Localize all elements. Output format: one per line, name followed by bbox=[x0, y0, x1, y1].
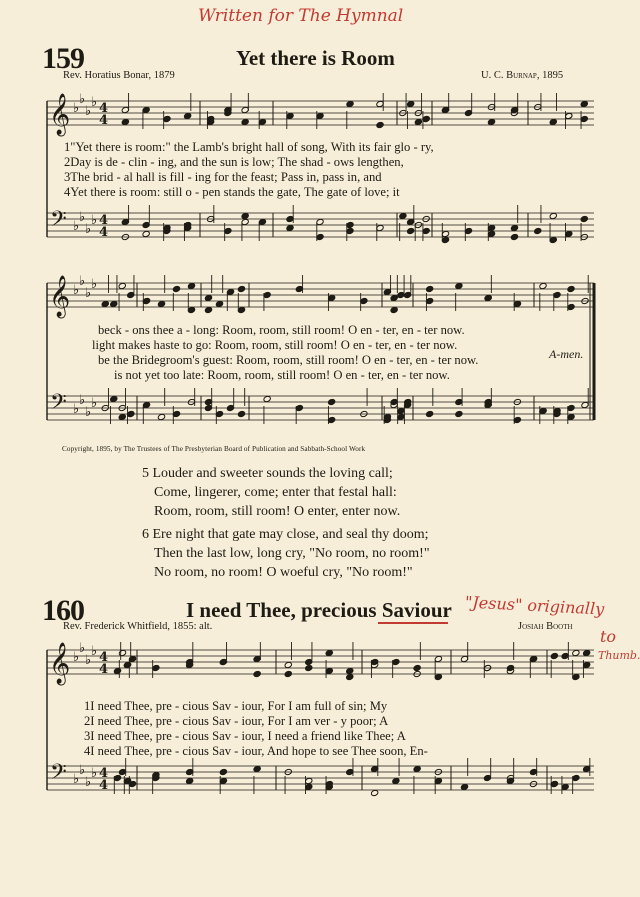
copyright-notice: Copyright, 1895, by The Trustees of The Presbyterian Board of Publication and Sabbath-School Work bbox=[62, 445, 366, 453]
flat-sign: ♭ bbox=[85, 104, 92, 119]
note-head bbox=[392, 777, 400, 784]
note-head bbox=[305, 664, 313, 671]
note-head bbox=[328, 398, 336, 405]
flat-sign: ♭ bbox=[85, 405, 92, 420]
stanza-line: 6 Ere night that gate may close, and seal thy doom; bbox=[142, 527, 429, 542]
hymn-composer-160: Josiah Booth bbox=[518, 621, 573, 632]
note-head bbox=[407, 100, 415, 107]
stanza-line: 5 Louder and sweeter sounds the loving call; bbox=[142, 466, 393, 481]
flat-sign: ♭ bbox=[91, 644, 98, 659]
note-head bbox=[184, 112, 192, 119]
flat-sign: ♭ bbox=[85, 286, 92, 301]
hymn-number-160: 160 bbox=[42, 594, 84, 627]
note-head bbox=[549, 212, 557, 219]
bass-clef: 𝄢 bbox=[50, 760, 67, 790]
note-head bbox=[399, 212, 407, 219]
note-head bbox=[567, 285, 575, 292]
note-head bbox=[407, 227, 415, 234]
verse-line: be the Bridegroom's guest: Room, room, still room! O en - ter, en - ter now. bbox=[98, 353, 479, 367]
stanza-6 bbox=[142, 525, 430, 582]
stanza-line: Then the last low, long cry, "No room, no room!" bbox=[154, 546, 430, 561]
time-signature-digit: 4 bbox=[99, 662, 109, 677]
note-head bbox=[414, 118, 422, 125]
time-signature-digit: 4 bbox=[99, 225, 109, 240]
hymn-composer-159: U. C. Burnap, 1895 bbox=[481, 70, 564, 81]
time-signature-digit: 4 bbox=[99, 650, 109, 665]
note-head bbox=[583, 649, 591, 656]
note-head bbox=[187, 282, 195, 289]
verse-line: 2I need Thee, pre - cious Sav - iour, For I am ver - y poor; A bbox=[84, 714, 389, 728]
bass-clef: 𝄢 bbox=[50, 207, 67, 237]
flat-sign: ♭ bbox=[91, 213, 98, 228]
note-head bbox=[263, 395, 271, 402]
note-head bbox=[284, 661, 292, 668]
flat-sign: ♭ bbox=[73, 101, 80, 116]
hymn-title-160: I need Thee, precious Saviour bbox=[186, 598, 452, 622]
note-head bbox=[118, 413, 126, 420]
verse-line: 4I need Thee, pre - cious Sav - iour, And hope to see Thee soon, En- bbox=[84, 744, 428, 758]
stanza-5 bbox=[142, 464, 400, 521]
verse-line: 3The brid - al hall is fill - ing for the feast; Pass in, pass in, and bbox=[64, 170, 382, 184]
verse-line: 1I need Thee, pre - cious Sav - iour, For I am full of sin; My bbox=[84, 699, 388, 713]
flat-sign: ♭ bbox=[79, 393, 86, 408]
note-head bbox=[390, 294, 398, 301]
flat-sign: ♭ bbox=[73, 772, 80, 787]
note-head bbox=[253, 670, 261, 677]
note-head bbox=[549, 118, 557, 125]
handwritten-annotation-top: Written for The Hymnal bbox=[198, 6, 404, 26]
note-head bbox=[237, 410, 245, 417]
note-head bbox=[101, 300, 109, 307]
note-head bbox=[118, 649, 126, 656]
amen-label: A-men. bbox=[549, 347, 584, 361]
note-head bbox=[371, 789, 379, 796]
flat-sign: ♭ bbox=[85, 653, 92, 668]
note-head bbox=[539, 282, 547, 289]
note-head bbox=[413, 765, 421, 772]
note-head bbox=[580, 100, 588, 107]
verse-line: light makes haste to go: Room, room, still room! O en - ter, en - ter now. bbox=[92, 338, 458, 352]
note-head bbox=[204, 306, 212, 313]
hymn-author-160: Rev. Frederick Whitfield, 1855: alt. bbox=[63, 621, 213, 632]
flat-sign: ♭ bbox=[91, 95, 98, 110]
treble-clef: 𝄞 bbox=[49, 276, 71, 317]
time-signature-digit: 4 bbox=[99, 113, 109, 128]
time-signature-digit: 4 bbox=[99, 778, 109, 793]
flat-sign: ♭ bbox=[73, 650, 80, 665]
note-head bbox=[455, 282, 463, 289]
note-head bbox=[113, 667, 121, 674]
note-head bbox=[186, 777, 194, 784]
verse-line: is not yet too late: Room, room, still room! O en - ter, en - ter now. bbox=[114, 368, 450, 382]
flat-sign: ♭ bbox=[79, 763, 86, 778]
flat-sign: ♭ bbox=[91, 396, 98, 411]
note-head bbox=[487, 118, 495, 125]
note-head bbox=[241, 118, 249, 125]
flat-sign: ♭ bbox=[91, 766, 98, 781]
note-head bbox=[284, 670, 292, 677]
note-head bbox=[241, 212, 249, 219]
flat-sign: ♭ bbox=[85, 222, 92, 237]
note-head bbox=[572, 649, 580, 656]
note-head bbox=[110, 395, 118, 402]
note-head bbox=[110, 300, 118, 307]
note-head bbox=[460, 783, 468, 790]
hymn-title-159: Yet there is Room bbox=[236, 46, 395, 70]
note-head bbox=[286, 224, 294, 231]
stanza-line: No room, no room! O woeful cry, "No room!" bbox=[154, 565, 413, 580]
note-head bbox=[157, 300, 165, 307]
flat-sign: ♭ bbox=[91, 277, 98, 292]
handwritten-annotation-to: to bbox=[600, 627, 617, 646]
note-head bbox=[346, 667, 354, 674]
note-head bbox=[510, 233, 518, 240]
verse-line: 3I need Thee, pre - cious Sav - iour, I need a friend like Thee; A bbox=[84, 729, 406, 743]
handwritten-annotation-thumb: Thumb. bbox=[598, 649, 640, 662]
note-head bbox=[534, 227, 542, 234]
note-head bbox=[204, 294, 212, 301]
verse-line: 1"Yet there is room:" the Lamb's bright hall of song, With its fair glo - ry, bbox=[64, 140, 434, 154]
treble-clef: 𝄞 bbox=[49, 643, 71, 684]
note-head bbox=[118, 282, 126, 289]
hymn-number-159: 159 bbox=[42, 42, 84, 75]
note-head bbox=[426, 285, 434, 292]
time-signature-digit: 4 bbox=[99, 766, 109, 781]
time-signature-digit: 4 bbox=[99, 213, 109, 228]
stanza-line: Come, lingerer, come; enter that festal hall: bbox=[154, 485, 397, 500]
note-head bbox=[413, 664, 421, 671]
note-head bbox=[237, 285, 245, 292]
note-head bbox=[123, 661, 131, 668]
note-head bbox=[121, 118, 129, 125]
flat-sign: ♭ bbox=[73, 219, 80, 234]
note-head bbox=[426, 410, 434, 417]
stanza-line: Room, room, still room! O enter, enter now. bbox=[154, 504, 401, 519]
verse-line: 4Yet there is room: still o - pen stands the gate, The gate of love; it bbox=[64, 185, 400, 199]
note-head bbox=[157, 413, 165, 420]
note-head bbox=[455, 410, 463, 417]
note-head bbox=[142, 230, 150, 237]
flat-sign: ♭ bbox=[79, 92, 86, 107]
note-head bbox=[550, 652, 558, 659]
flat-sign: ♭ bbox=[73, 283, 80, 298]
hymn-author-159: Rev. Horatius Bonar, 1879 bbox=[63, 70, 175, 81]
note-head bbox=[325, 649, 333, 656]
title-underline bbox=[378, 622, 448, 624]
note-head bbox=[376, 121, 384, 128]
flat-sign: ♭ bbox=[79, 641, 86, 656]
note-head bbox=[253, 765, 261, 772]
note-head bbox=[580, 215, 588, 222]
note-head bbox=[390, 306, 398, 313]
time-signature-digit: 4 bbox=[99, 101, 109, 116]
bass-clef: 𝄢 bbox=[50, 390, 67, 420]
verse-line: 2Day is de - clin - ing, and the sun is low; The shad - ows lengthen, bbox=[64, 155, 404, 169]
flat-sign: ♭ bbox=[85, 775, 92, 790]
note-head bbox=[346, 673, 354, 680]
flat-sign: ♭ bbox=[73, 402, 80, 417]
flat-sign: ♭ bbox=[79, 274, 86, 289]
verse-line: beck - ons thee a - long: Room, room, still room! O en - ter, en - ter now. bbox=[98, 323, 465, 337]
note-head bbox=[172, 285, 180, 292]
note-head bbox=[219, 768, 227, 775]
note-head bbox=[510, 224, 518, 231]
note-head bbox=[215, 300, 223, 307]
treble-clef: 𝄞 bbox=[49, 94, 71, 135]
note-head bbox=[484, 294, 492, 301]
note-head bbox=[346, 100, 354, 107]
flat-sign: ♭ bbox=[79, 210, 86, 225]
handwritten-annotation-jesus: "Jesus" originally bbox=[464, 592, 605, 619]
